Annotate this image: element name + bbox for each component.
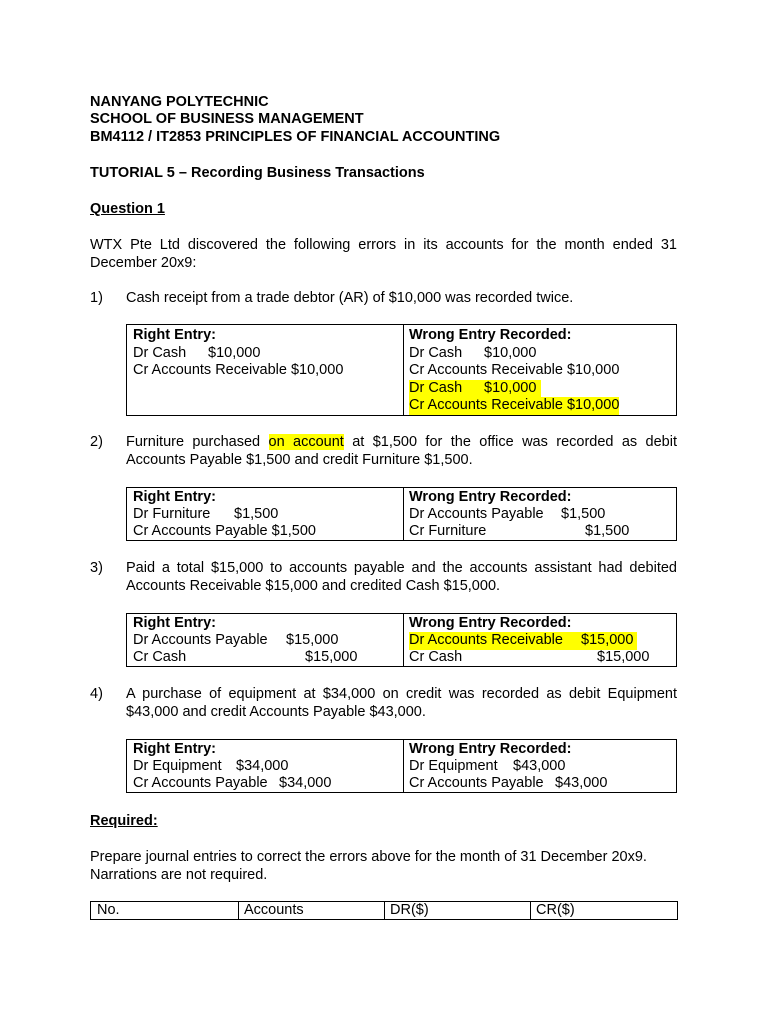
right-entry-column <box>127 325 404 415</box>
item-line-1: Paid a total $15,000 to accounts payable and the accounts assistant had debited <box>126 560 677 576</box>
entry-account: Dr Accounts Payable <box>133 632 268 648</box>
journal-header-no: No. <box>91 902 239 919</box>
entry-account: Dr Cash <box>133 345 187 361</box>
item-description <box>126 560 677 595</box>
entry-line <box>409 775 608 793</box>
text-segment: Furniture purchased <box>126 434 269 450</box>
item-number: 3) <box>90 560 103 576</box>
intro-paragraph <box>90 237 677 272</box>
entry-account: Dr Accounts Receivable <box>409 632 563 648</box>
entry-account: Cr Furniture <box>409 523 487 539</box>
department-name: SCHOOL OF BUSINESS MANAGEMENT <box>90 111 364 127</box>
journal-header-accounts: Accounts <box>238 902 385 919</box>
required-paragraph <box>90 849 677 884</box>
entry-line: Cr Accounts Receivable $10,000 <box>409 362 620 378</box>
right-entry-heading: Right Entry: <box>133 741 216 757</box>
entry-line <box>409 345 537 363</box>
entry-line <box>133 345 261 363</box>
highlighted-entry-line: Cr Accounts Receivable $10,000 <box>409 397 620 413</box>
journal-header-dr: DR($) <box>384 902 531 919</box>
entry-amount: $15,000 <box>286 632 339 648</box>
entry-amount: $15,000 <box>581 632 634 648</box>
right-entry-column <box>127 614 404 666</box>
wrong-entry-heading: Wrong Entry Recorded: <box>409 615 572 631</box>
item-description <box>126 434 677 469</box>
item-line-1 <box>126 434 677 452</box>
entry-amount: $10,000 <box>484 380 537 396</box>
highlighted-text: on account <box>268 434 344 450</box>
text-segment: at $1,500 for the office was recorded as debit <box>343 434 677 450</box>
item-line-2: Accounts Receivable $15,000 and credited Cash $15,000. <box>126 577 501 594</box>
entry-account: Dr Equipment <box>133 758 222 774</box>
entry-table-2 <box>126 487 677 541</box>
wrong-entry-column <box>403 740 676 792</box>
highlighted-entry-line <box>409 632 637 650</box>
item-number: 1) <box>90 290 103 306</box>
entry-line <box>409 758 566 776</box>
wrong-entry-column <box>403 325 676 415</box>
entry-amount: $10,000 <box>484 345 537 361</box>
item-line-2: $43,000 and credit Accounts Payable $43,000. <box>126 703 426 720</box>
right-entry-heading: Right Entry: <box>133 327 216 343</box>
entry-line: Cr Accounts Payable $1,500 <box>133 523 316 539</box>
wrong-entry-column <box>403 488 676 540</box>
entry-line <box>133 506 279 524</box>
entry-account: Cr Cash <box>133 649 187 665</box>
required-title: Required: <box>90 813 158 829</box>
wrong-entry-heading: Wrong Entry Recorded: <box>409 327 572 343</box>
entry-account: Dr Furniture <box>133 506 211 522</box>
entry-amount: $34,000 <box>279 775 332 791</box>
entry-line <box>133 632 339 650</box>
entry-line <box>409 523 630 541</box>
item-number: 4) <box>90 686 103 702</box>
entry-account: Dr Accounts Payable <box>409 506 544 522</box>
entry-account: Cr Accounts Payable <box>133 775 268 791</box>
entry-account: Dr Equipment <box>409 758 498 774</box>
school-name: NANYANG POLYTECHNIC <box>90 94 269 110</box>
item-description: Cash receipt from a trade debtor (AR) of $10,000 was recorded twice. <box>126 290 574 306</box>
entry-table-4 <box>126 739 677 793</box>
required-line-2: Narrations are not required. <box>90 866 268 883</box>
required-line-1: Prepare journal entries to correct the errors above for the month of 31 December 20x9. <box>90 849 647 865</box>
entry-account: Cr Accounts Payable <box>409 775 544 791</box>
entry-amount: $43,000 <box>513 758 566 774</box>
entry-amount: $1,500 <box>585 523 630 539</box>
item-line-2: Accounts Payable $1,500 and credit Furniture $1,500. <box>126 451 473 468</box>
entry-amount: $34,000 <box>236 758 289 774</box>
wrong-entry-column <box>403 614 676 666</box>
entry-amount: $15,000 <box>305 649 358 665</box>
tutorial-title: TUTORIAL 5 – Recording Business Transactions <box>90 165 425 181</box>
wrong-entry-heading: Wrong Entry Recorded: <box>409 489 572 505</box>
entry-amount: $1,500 <box>561 506 606 522</box>
entry-amount: $10,000 <box>208 345 261 361</box>
entry-line <box>133 649 358 667</box>
entry-table-3 <box>126 613 677 667</box>
item-description <box>126 686 677 721</box>
entry-line <box>133 775 332 793</box>
question-title: Question 1 <box>90 201 165 217</box>
entry-amount: $1,500 <box>234 506 279 522</box>
item-line-1: A purchase of equipment at $34,000 on credit was recorded as debit Equipment <box>126 686 677 702</box>
entry-amount: $15,000 <box>597 649 650 665</box>
entry-account: Cr Cash <box>409 649 463 665</box>
entry-line <box>133 758 289 776</box>
journal-table <box>90 901 678 920</box>
right-entry-column <box>127 488 404 540</box>
wrong-entry-heading: Wrong Entry Recorded: <box>409 741 572 757</box>
entry-account: Dr Cash <box>409 380 463 396</box>
journal-header-cr: CR($) <box>536 902 575 918</box>
entry-amount: $43,000 <box>555 775 608 791</box>
right-entry-heading: Right Entry: <box>133 615 216 631</box>
entry-line <box>409 506 606 524</box>
entry-line: Cr Accounts Receivable $10,000 <box>133 362 344 378</box>
item-number: 2) <box>90 434 103 450</box>
entry-account: Dr Cash <box>409 345 463 361</box>
right-entry-column <box>127 740 404 792</box>
entry-table-1 <box>126 324 677 416</box>
highlighted-entry-line <box>409 380 541 398</box>
right-entry-heading: Right Entry: <box>133 489 216 505</box>
intro-line-1: WTX Pte Ltd discovered the following errors in its accounts for the month ended 31 <box>90 237 677 253</box>
entry-line <box>409 649 650 667</box>
course-title: BM4112 / IT2853 PRINCIPLES OF FINANCIAL ACCOUNTING <box>90 129 501 145</box>
intro-line-2: December 20x9: <box>90 254 197 271</box>
